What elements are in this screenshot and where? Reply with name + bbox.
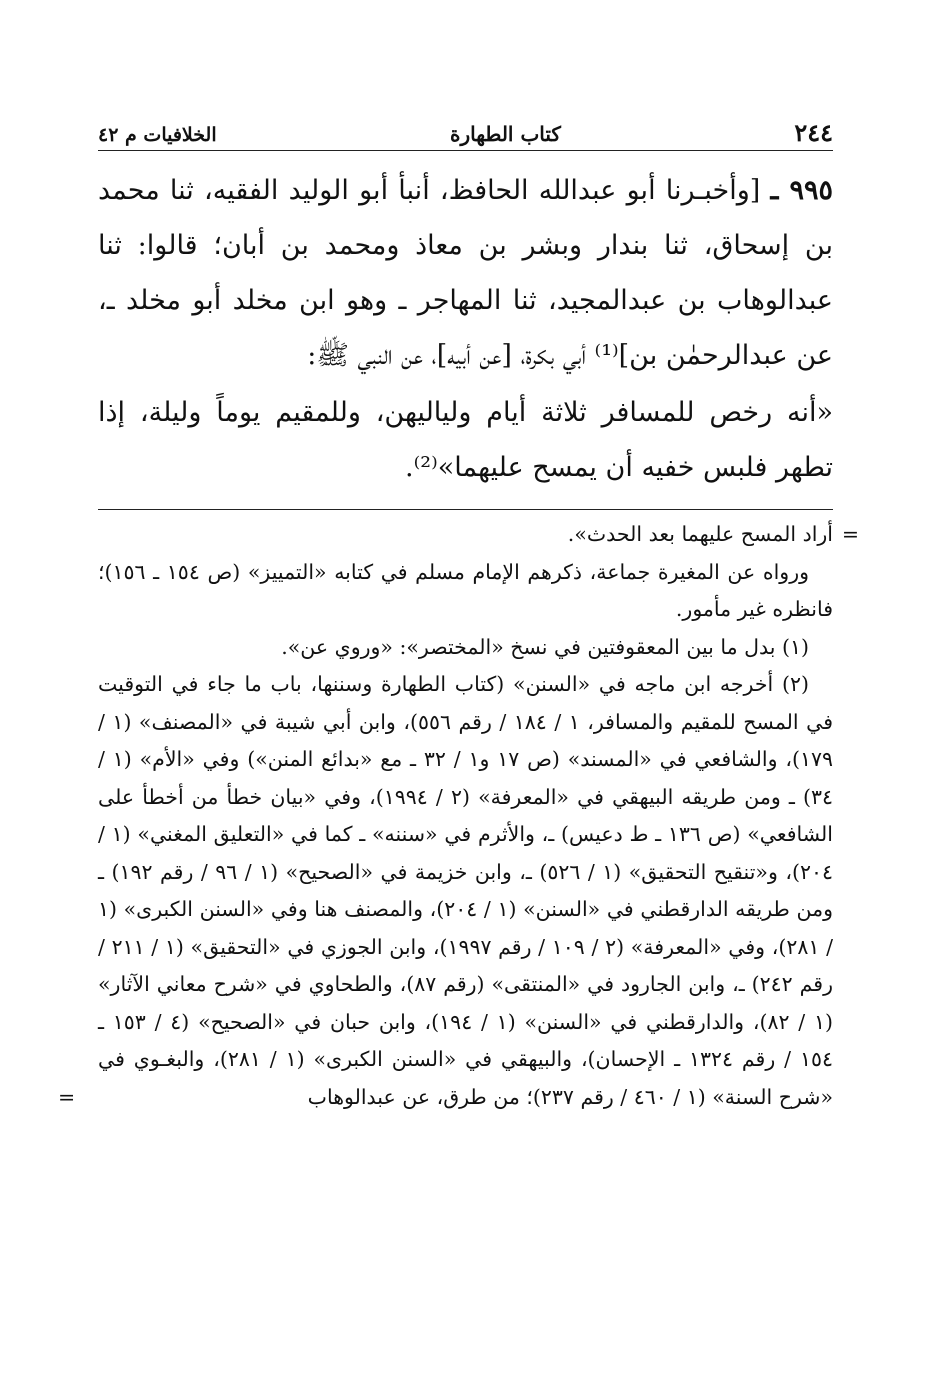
main-text (98, 163, 833, 495)
continuation-text: أراد المسح عليهما بعد الحدث». (567, 522, 833, 546)
footnote-separator (98, 509, 833, 510)
page-number: ٢٤٤ (794, 118, 833, 147)
footnote-1: (١) بدل ما بين المعقوفتين في نسخ «المختصر»: «وروي عن». (281, 634, 809, 659)
footnote-2-text: (٢) أخرجه ابن ماجه في «السنن» (كتاب الطهارة وسننها، باب ما جاء في التوقيت في المسح للمقيم والمسافر، ١ / ١٨٤ / رقم ٥٥٦)، وابن أبي شيبة في «المصنف» (١ / ١٧٩)، والشافعي في «المسند» (ص ١٧ و١ / ٣٢ ـ مع «بدائع المنن») وفي «الأم» (١ / ٣٤) ـ ومن طريقه البيهقي في «المعرفة» (٢ / ١٩٩٤)، وفي «بيان خطأ من أخطأ على الشافعي» (ص ١٣٦ ـ ط دعيس) ـ، والأثرم في «سننه» ـ كما في «التعليق المغني» (١ / ٢٠٤)، و«تنقيح التحقيق» (١ / ٥٢٦) ـ، وابن خزيمة في «الصحيح» (١ / ٩٦ / رقم ١٩٢) ـ ومن طريقه الدارقطني في «السنن» (١ / ٢٠٤)، والمصنف هنا وفي «السنن الكبرى» (١ / ٢٨١)، وفي «المعرفة» (٢ / ١٠٩ / رقم ١٩٩٧)، وابن الجوزي في «التحقيق» (١ / ٢١١ / رقم ٢٤٢) ـ، وابن الجارود في «المنتقى» (رقم ٨٧)، والطحاوي في «شرح معاني الآثار» (١ / ٨٢)، والدارقطني في «السنن» (١ / ١٩٤)، وابن حبان في «الصحيح» (٤ / ١٥٣ ـ ١٥٤ / رقم ١٣٢٤ ـ الإحسان)، والبيهقي في «السنن الكبرى» (١ / ٢٨١)، والبغـوي في «شرح السنة» (١ / ٤٦٠ / رقم ٢٣٧)؛ من طرق، عن عبدالوهاب (98, 672, 834, 1109)
footnote-2 (58, 666, 834, 1116)
footnote-continuation-2: ورواه عن المغيرة جماعة، ذكرهم الإمام مسلم في كتابه «التمييز» (ص ١٥٤ ـ ١٥٦)؛ فانظره غير مأمور. (98, 559, 833, 621)
hadith-isnad (98, 163, 833, 383)
continuation-mark-end: = (58, 1084, 76, 1109)
footnote-continuation (98, 516, 859, 554)
continuation-mark: = (841, 522, 859, 546)
book-page (58, 118, 859, 1116)
running-title: كتاب الطهارة (449, 122, 561, 146)
isnad-text: [وأخبـرنا أبو عبدالله الحافظ، أنبأ أبو الوليد الفقيه، ثنا محمد بن إسحاق، ثنا بندار وبشر بن معاذ ومحمد بن أبان؛ قالوا: ثنا عبدالوهاب بن عبدالمجيد، ثنا المهاجر ـ وهو ابن مخلد أبو مخلد ـ، عن عبدالرحمٰن بن]⁽¹⁾ أبي بكرة، [عن أبيه]، عن النبي ﷺ: (98, 175, 833, 371)
page-header (98, 118, 833, 151)
hadith-matn: «أنه رخص للمسافر ثلاثة أيام ولياليهن، وللمقيم يوماً وليلة، إذا تطهر فلبس خفيه أن يمسح عليهما»⁽²⁾. (98, 397, 833, 483)
hadith-number: ٩٩٥ ـ (770, 175, 833, 206)
footnotes (58, 516, 859, 1116)
signature-mark: الخلافيات م ٤٢ (98, 124, 217, 146)
